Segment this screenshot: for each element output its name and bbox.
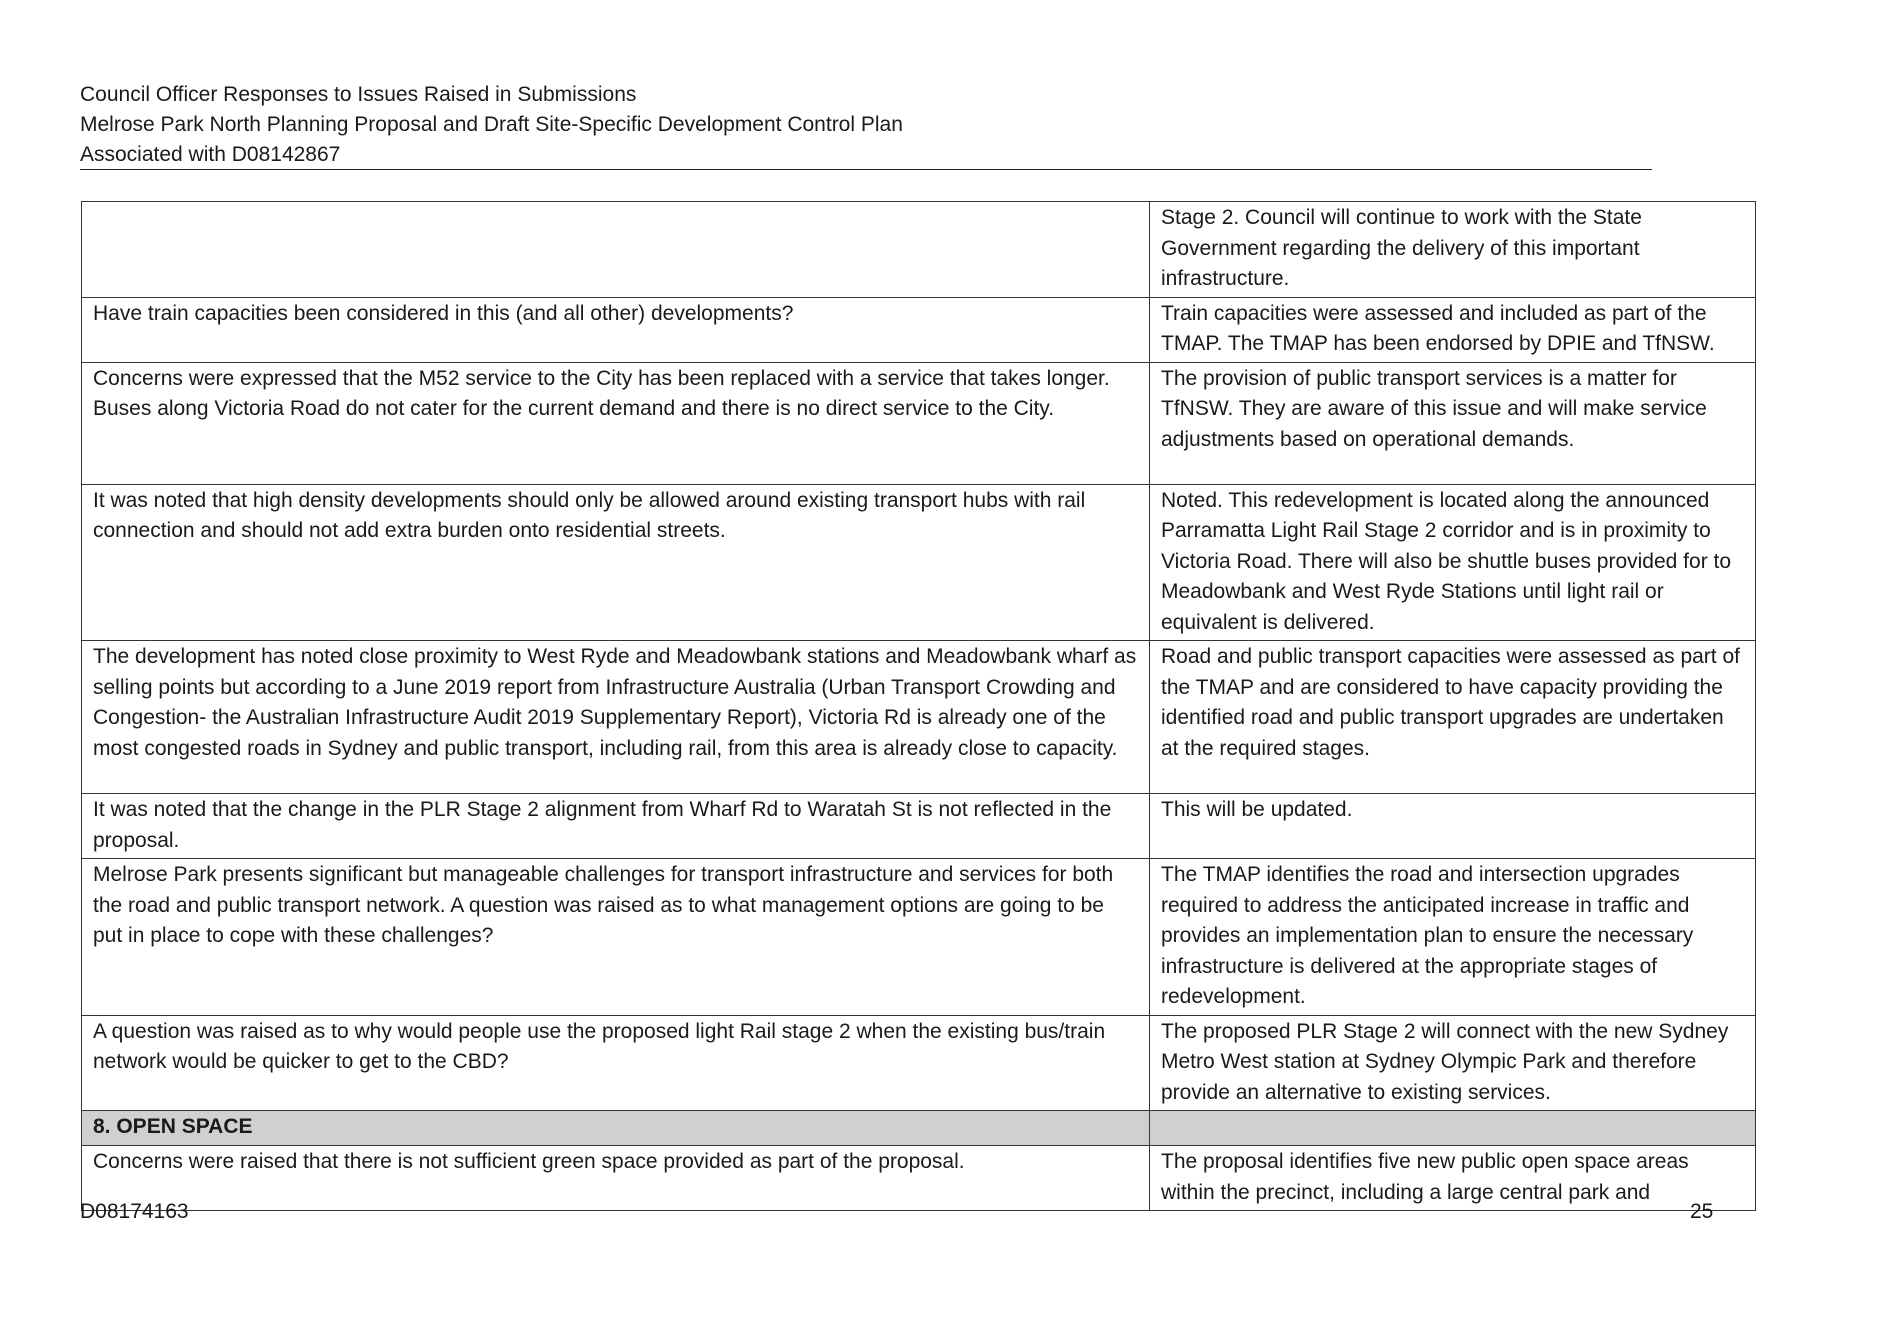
section-blank-cell xyxy=(1150,1111,1756,1146)
response-cell: The TMAP identifies the road and intersection upgrades required to address the anticipated increase in traffic and provides an implementation plan to ensure the necessary infrastructure is delivered at the appropriate stages of redevelopment. xyxy=(1150,859,1756,1016)
section-header-row xyxy=(82,1111,1756,1146)
table-row xyxy=(82,859,1756,1016)
table-row xyxy=(82,641,1756,794)
response-cell: Road and public transport capacities were assessed as part of the TMAP and are considered to have capacity providing the identified road and public transport upgrades are undertaken at the required stages. xyxy=(1150,641,1756,794)
response-cell: Train capacities were assessed and included as part of the TMAP. The TMAP has been endorsed by DPIE and TfNSW. xyxy=(1150,297,1756,362)
table-row xyxy=(82,1146,1756,1211)
table-row xyxy=(82,202,1756,298)
response-cell: The provision of public transport services is a matter for TfNSW. They are aware of this issue and will make service adjustments based on operational demands. xyxy=(1150,362,1756,484)
table-row xyxy=(82,297,1756,362)
table-row xyxy=(82,484,1756,641)
header-subtitle: Melrose Park North Planning Proposal and Draft Site-Specific Development Control Plan xyxy=(80,113,903,136)
header-title: Council Officer Responses to Issues Raised in Submissions xyxy=(80,83,637,106)
header-reference: Associated with D08142867 xyxy=(80,143,341,166)
response-cell: The proposal identifies five new public open space areas within the precinct, including a large central park and xyxy=(1150,1146,1756,1211)
table-row xyxy=(82,1015,1756,1111)
issue-cell xyxy=(82,202,1150,298)
issue-paragraph: Concerns were expressed that the M52 service to the City has been replaced with a service that takes longer. xyxy=(93,366,1110,390)
response-cell: Noted. This redevelopment is located along the announced Parramatta Light Rail Stage 2 corridor and is in proximity to Victoria Road. There will also be shuttle buses provided for to Meadowbank and West Ryde Stations until light rail or equivalent is delivered. xyxy=(1150,484,1756,641)
issues-table xyxy=(81,201,1756,1211)
header-divider xyxy=(80,169,1652,170)
response-cell: Stage 2. Council will continue to work with the State Government regarding the delivery of this important infrastructure. xyxy=(1150,202,1756,298)
response-cell: The proposed PLR Stage 2 will connect with the new Sydney Metro West station at Sydney Olympic Park and therefore provide an alternative to existing services. xyxy=(1150,1015,1756,1111)
response-cell: This will be updated. xyxy=(1150,794,1756,859)
page-number: 25 xyxy=(1690,1200,1714,1223)
page-header xyxy=(80,80,1650,170)
issue-cell: The development has noted close proximity to West Ryde and Meadowbank stations and Meadowbank wharf as selling points but according to a June 2019 report from Infrastructure Australia (Urban Transport Crowding and Congestion- the Australian Infrastructure Audit 2019 Supplementary Report), Victoria Rd is already one of the most congested roads in Sydney and public transport, including rail, from this area is already close to capacity. xyxy=(82,641,1150,794)
table-row xyxy=(82,362,1756,484)
issue-cell: Concerns were raised that there is not sufficient green space provided as part of the proposal. xyxy=(82,1146,1150,1211)
issue-cell: Melrose Park presents significant but manageable challenges for transport infrastructure and services for both the road and public transport network. A question was raised as to what management options are going to be put in place to cope with these challenges? xyxy=(82,859,1150,1016)
issue-paragraph: Buses along Victoria Road do not cater for the current demand and there is no direct service to the City. xyxy=(93,397,1055,420)
issue-cell: A question was raised as to why would people use the proposed light Rail stage 2 when the existing bus/train network would be quicker to get to the CBD? xyxy=(82,1015,1150,1111)
issue-cell: It was noted that high density developments should only be allowed around existing transport hubs with rail connection and should not add extra burden onto residential streets. xyxy=(82,484,1150,641)
issue-cell: Have train capacities been considered in this (and all other) developments? xyxy=(82,297,1150,362)
table-row xyxy=(82,794,1756,859)
issue-cell: It was noted that the change in the PLR Stage 2 alignment from Wharf Rd to Waratah St is not reflected in the proposal. xyxy=(82,794,1150,859)
issue-cell xyxy=(82,362,1150,484)
section-title: 8. OPEN SPACE xyxy=(82,1111,1150,1146)
document-id: D08174163 xyxy=(80,1200,189,1223)
